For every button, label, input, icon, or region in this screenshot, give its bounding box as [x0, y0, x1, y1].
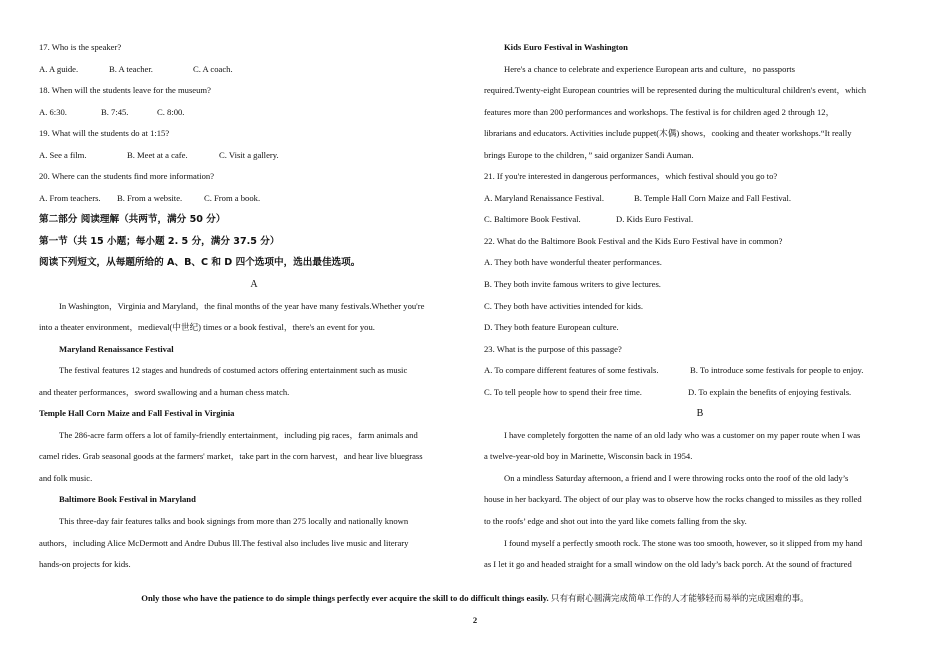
- temple-hall-text-line: camel rides. Grab seasonal goods at the farmers' market，take part in the corn harvest，and hear live bluegrass: [39, 451, 423, 462]
- passage-a-label: A: [250, 279, 258, 291]
- passage-b-text-line: as I let it go and headed straight for a small window on the old lady’s back porch. At the sound of fractured: [484, 559, 852, 570]
- option-a: A. A guide.: [39, 63, 79, 74]
- passage-b-label: B: [696, 408, 704, 420]
- passage-a-intro-line: into a theater environment，medieval(中世纪) times or a book festival，there's an event for you.: [39, 322, 375, 333]
- left-column: [39, 37, 469, 576]
- option-b: B. To introduce some festivals for people to enjoy.: [690, 365, 864, 376]
- passage-b-text-line: to the roofs’ edge and shot out into the yard like comets falling from the sky.: [484, 516, 747, 527]
- question-19-options: [39, 145, 469, 167]
- passage-a-intro-line: In Washington，Virginia and Maryland，the final months of the year have many festivals.Whether you're: [59, 300, 425, 311]
- question-20: 20. Where can the students find more information?: [39, 171, 215, 182]
- option-c: C. To tell people how to spend their free time.: [484, 386, 642, 397]
- question-23-options: [484, 360, 916, 382]
- temple-hall-heading: Temple Hall Corn Maize and Fall Festival in Virginia: [39, 408, 235, 419]
- question-19: 19. What will the students do at 1:15?: [39, 128, 170, 139]
- kids-euro-text-line: features more than 200 performances and workshops. The festival is for children aged 2 through 12，: [484, 106, 835, 117]
- question-21-options: [484, 188, 916, 210]
- option-d: D. To explain the benefits of enjoying festivals.: [688, 386, 852, 397]
- question-23: 23. What is the purpose of this passage?: [484, 343, 622, 354]
- maryland-festival-heading: Maryland Renaissance Festival: [59, 343, 174, 354]
- maryland-text-line: The festival features 12 stages and hundreds of costumed actors offering entertainment such as music: [59, 365, 408, 376]
- option-b: B. From a website.: [117, 192, 183, 203]
- question-22-option-a: A. They both have wonderful theater performances.: [484, 257, 662, 268]
- option-a: A. 6:30.: [39, 106, 67, 117]
- kids-euro-heading: Kids Euro Festival in Washington: [504, 42, 628, 52]
- temple-hall-text-line: and folk music.: [39, 472, 93, 483]
- option-a: A. From teachers.: [39, 192, 101, 203]
- kids-euro-text-line: Here's a chance to celebrate and experience European arts and culture，no passports: [504, 63, 795, 74]
- question-20-options: [39, 188, 469, 210]
- kids-euro-text-line: brings Europe to the children，” said organizer Sandi Auman.: [484, 149, 694, 160]
- question-21: 21. If you're interested in dangerous performances，which festival should you go to?: [484, 171, 778, 182]
- option-b: B. 7:45.: [101, 106, 129, 117]
- maryland-text-line: and theater performances，sword swallowing and a human chess match.: [39, 386, 290, 397]
- baltimore-text-line: authors，including Alice McDermott and Andre Dubus lll.The festival also includes live music and literary: [39, 537, 409, 548]
- option-c: C. Baltimore Book Festival.: [484, 214, 581, 225]
- reading-instruction: 阅读下列短文，从每题所给的 A、B、C 和 D 四个选项中，选出最佳选项。: [39, 257, 361, 269]
- question-21-options: [484, 209, 916, 231]
- kids-euro-text-line: librarians and educators. Activities include puppet(木偶) shows，cooking and theater workshops.“It really: [484, 128, 852, 139]
- part-2-heading: 第二部分 阅读理解（共两节，满分 50 分）: [39, 214, 226, 226]
- question-18: 18. When will the students leave for the museum?: [39, 85, 211, 96]
- option-c: C. A coach.: [193, 63, 233, 74]
- passage-b-text-line: a twelve-year-old boy in Marinette, Wisconsin back in 1954.: [484, 451, 693, 462]
- option-b: B. Meet at a cafe.: [127, 149, 188, 160]
- question-17-options: [39, 59, 469, 81]
- temple-hall-text-line: The 286-acre farm offers a lot of family-friendly entertainment，including pig races，farm animals and: [59, 429, 418, 440]
- footer-motto-chinese: 只有有耐心圆满完成简单工作的人才能够轻而易举的完成困难的事。: [550, 594, 809, 604]
- passage-b-text-line: On a mindless Saturday afternoon, a friend and I were throwing rocks onto the roof of the old lady’s: [504, 472, 849, 483]
- question-18-options: [39, 102, 469, 124]
- option-c: C. From a book.: [204, 192, 261, 203]
- section-1-heading: 第一节（共 15 小题；每小题 2. 5 分，满分 37.5 分）: [39, 235, 280, 247]
- option-d: D. Kids Euro Festival.: [616, 214, 694, 225]
- passage-b-text-line: house in her backyard. The object of our play was to observe how the rocks changed to missiles as they rolled: [484, 494, 862, 505]
- kids-euro-text-line: required.Twenty-eight European countries will be represented during the multicultural children's event，which: [484, 85, 867, 96]
- baltimore-festival-heading: Baltimore Book Festival in Maryland: [59, 494, 196, 505]
- question-17: 17. Who is the speaker?: [39, 42, 122, 52]
- footer-motto: [0, 592, 950, 604]
- option-c: C. 8:00.: [157, 106, 185, 117]
- question-22: 22. What do the Baltimore Book Festival and the Kids Euro Festival have in common?: [484, 235, 783, 246]
- page-number: 2: [472, 615, 478, 625]
- right-column: [484, 37, 916, 576]
- passage-b-text-line: I found myself a perfectly smooth rock. The stone was too smooth, however, so it slipped from my hand: [504, 537, 863, 548]
- option-c: C. Visit a gallery.: [219, 149, 279, 160]
- option-a: A. To compare different features of some festivals.: [484, 365, 659, 376]
- option-b: B. Temple Hall Corn Maize and Fall Festival.: [634, 192, 792, 203]
- footer-motto-english: Only those who have the patience to do simple things perfectly ever acquire the skill to do difficult things easily.: [141, 593, 549, 603]
- option-b: B. A teacher.: [109, 63, 153, 74]
- question-23-options: [484, 382, 916, 404]
- question-22-option-b: B. They both invite famous writers to give lectures.: [484, 279, 661, 290]
- baltimore-text-line: This three-day fair features talks and book signings from more than 275 locally and nationally known: [59, 516, 409, 527]
- question-22-option-c: C. They both have activities intended for kids.: [484, 300, 644, 311]
- passage-b-text-line: I have completely forgotten the name of an old lady who was a customer on my paper route when I was: [504, 429, 861, 440]
- baltimore-text-line: hands-on projects for kids.: [39, 559, 131, 570]
- question-22-option-d: D. They both feature European culture.: [484, 322, 619, 333]
- option-a: A. Maryland Renaissance Festival.: [484, 192, 605, 203]
- option-a: A. See a film.: [39, 149, 87, 160]
